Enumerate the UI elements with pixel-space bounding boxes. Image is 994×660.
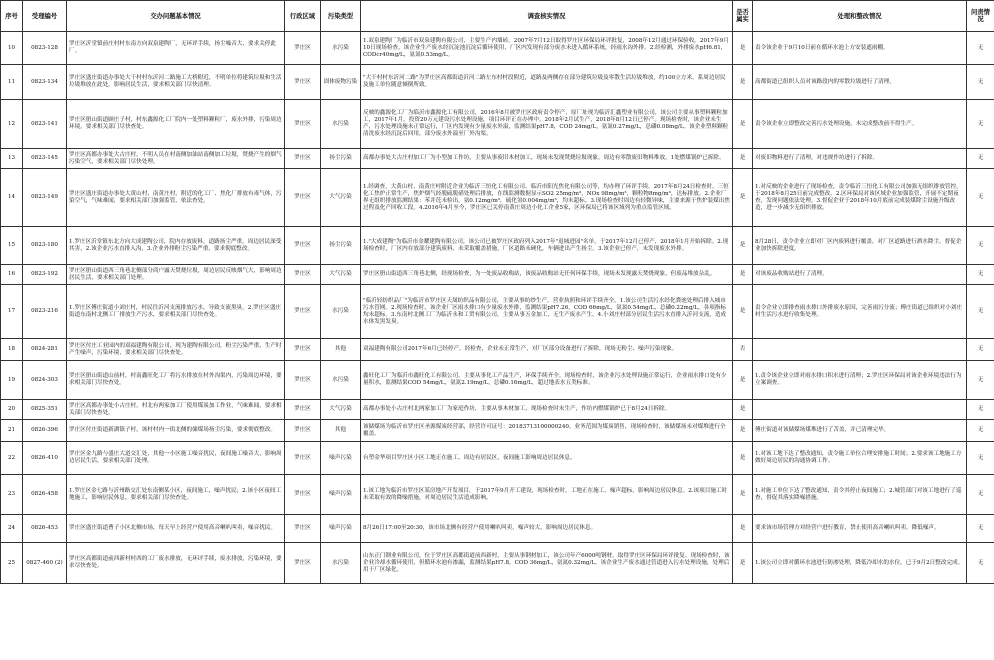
accountability: 无: [967, 32, 994, 65]
district: 罗庄区: [285, 475, 321, 515]
row-number: 14: [1, 169, 23, 227]
district: 罗庄区: [285, 515, 321, 543]
accountability: 无: [967, 169, 994, 227]
row-number: 15: [1, 227, 23, 265]
accountability: 无: [967, 543, 994, 584]
problem-text: 罗庄区高都办事处小古庄村，村北有两家加工厂使用煤炭加工作业，气味难闻，要求相关部门尽快查处。: [67, 400, 285, 420]
verified-flag: 是: [733, 32, 753, 65]
row-number: 23: [1, 475, 23, 515]
handling-text: 高都街道已组织人员对该路段内的零散垃圾进行了清理。: [753, 65, 967, 100]
pollution-type: 大气污染: [321, 169, 361, 227]
header-col-type: 污染类型: [321, 1, 361, 32]
handling-text: [753, 400, 967, 420]
complaint-id: 0823-192: [23, 265, 67, 285]
problem-text: 罗庄区册山街道西三角巷北侧部分商户露天焚烧垃圾，周边居民反映烟气大，影响周边居民生活，要求相关部门处理。: [67, 265, 285, 285]
header-col-handling: 处理和整改情况: [753, 1, 967, 32]
verified-flag: 是: [733, 543, 753, 584]
row-number: 17: [1, 285, 23, 339]
district: 罗庄区: [285, 400, 321, 420]
table-row: [1, 32, 994, 65]
pollution-type: 其他: [321, 420, 361, 442]
accountability: 无: [967, 420, 994, 442]
row-number: 19: [1, 361, 23, 400]
table-row: [1, 420, 994, 442]
district: 罗庄区: [285, 442, 321, 475]
problem-text: 1.罗庄区傅庄街道小刘庄村，村民往沂河支流排放污水，导致支流黑臭，2.罗庄区盛庄街道东南村北侧工厂排放生产污水，要求相关部门尽快查处。: [67, 285, 285, 339]
complaint-id: 0824-303: [23, 361, 67, 400]
complaint-id: 0823-180: [23, 227, 67, 265]
row-number: 22: [1, 442, 23, 475]
problem-text: 1.罗庄区金七路与沂州路交汇处东南侧某小区，夜间施工，噪声扰民；2.该小区夜间工地施工，影响居民休息，要求相关部门尽快查处。: [67, 475, 285, 515]
handling-text: 1.对该工地下达了整改通知，责令施工单位合理安排施工时间；2.要求该工地施工方做好周边居民的沟通协调工作。: [753, 442, 967, 475]
district: 罗庄区: [285, 285, 321, 339]
verified-flag: 是: [733, 442, 753, 475]
investigation-text: 双福建陶有限公司2017年6月已经停产，经检查，企业未正常生产，对厂区部分设备进行了拆除，现场无粉尘、噪声污染现象。: [361, 339, 733, 361]
verified-flag: 是: [733, 65, 753, 100]
header-col-accountability: 问责情况: [967, 1, 994, 32]
investigation-text: 1.该工地为临沂市罗庄区某房地产开发项目，于2017年9月开工建设，现场检查时，工地正在施工，噪声超标，影响周边居民休息。2.该项目施工时未采取有效的降噪措施，对周边居民生活造成影响。: [361, 475, 733, 515]
district: 罗庄区: [285, 32, 321, 65]
pollution-type: 噪声污染: [321, 442, 361, 475]
verified-flag: 是: [733, 169, 753, 227]
row-number: 10: [1, 32, 23, 65]
problem-text: 罗庄区沂堂镇前庄村村东南方向双泉建陶厂，无环评手续，扬尘噪音大，要求关停此厂。: [67, 32, 285, 65]
investigation-text: "大干村村东沂河二路"为罗庄区高都街道沂河二路左东村村段附近，道路及两侧存在部分建筑垃圾及零散生活垃圾堆放，约100立方米，系周边居民及施工单位随意倾倒所致。: [361, 65, 733, 100]
handling-text: 1.对施工单位下达了整改通知，责令其停止夜间施工；2.城管部门对该工地进行了巡查，督促其落实降噪措施。: [753, 475, 967, 515]
problem-text: 罗庄区高都街道前西新村村西的工厂废水排放，无环评手续，废水排放，污染环境，要求尽快查处。: [67, 543, 285, 584]
pollution-type: 其他: [321, 339, 361, 361]
problem-text: 罗庄区付庄工业园内的双福建陶有限公司，现为建陶有限公司，粉尘污染严重，生产时产生噪声，污染环境，要求相关部门尽快查处。: [67, 339, 285, 361]
investigation-text: 罗庄区册山街道西三角巷北侧，经现场检查，为一处废品收购站，该废品收购站无任何环保手续，现场未发现露天焚烧现象，但废品堆放杂乱。: [361, 265, 733, 285]
complaint-id: 0823-128: [23, 32, 67, 65]
investigation-text: 1.双泉建陶厂为临沂市双泉建陶有限公司，主要生产内墙砖，2007年7月12日取得罗庄区环保局环评批复，2008年12月通过环保验收。2017年9月10日现场检查，该企业生产废水经沉淀池沉淀后循环使用，厂区内发现有部分废水未进入循环系统，经雨水沟外排。2.经检测，外排废水pH6.81，CODcr40mg/L，氨氮0.53mg/L。: [361, 32, 733, 65]
problem-text: 1.罗庄区沂堂镇东北方向大成建陶公司，院内存放废料，道路扬尘严重，周边居民深受其害，2.该企业污水直排入沟，3.企业外排粉尘污染严重，要求彻底整改。: [67, 227, 285, 265]
table-row: [1, 475, 994, 515]
accountability: 无: [967, 65, 994, 100]
pollution-type: 噪声污染: [321, 515, 361, 543]
problem-text: 罗庄区金九路与盛庄大道交汇处，其他一小区施工噪音扰民，夜间施工噪音大，影响周边居民生活，要求相关部门处理。: [67, 442, 285, 475]
header-row: [1, 1, 994, 32]
pollution-type: 固体废物污染: [321, 65, 361, 100]
table-row: [1, 400, 994, 420]
pollution-type: 扬尘污染: [321, 149, 361, 169]
pollution-type: 水污染: [321, 543, 361, 584]
problem-text: 罗庄区盛庄街道办事处大黄山村，南黄庄村，附近的化工厂、焦化厂排放有毒气体，污染空气，气味难闻，要求相关部门加强监管，依法查处。: [67, 169, 285, 227]
verified-flag: 是: [733, 400, 753, 420]
accountability: 无: [967, 265, 994, 285]
investigation-text: 该储煤场为临沂市罗庄区圣源煤炭经营部，经营许可证号：20183713100000240，业务范围为煤炭销售，现场检查时，该储煤场未对煤堆进行全覆盖。: [361, 420, 733, 442]
header-col-investigation: 调查核实情况: [361, 1, 733, 32]
accountability: 无: [967, 475, 994, 515]
investigation-text: 山东正门钢业有限公司，位于罗庄区高都街道前西新村，主要从事钢材加工，该公司年产6000吨钢材，取得罗庄区环保局环评批复。现场检查时，该企业冷却水循环使用，但循环水池有渗漏，监测结果pH7.8，COD 36mg/L，氨氮0.32mg/L。该企业生产废水通过管道进入污水处理设施，处理后用于厂区绿化。: [361, 543, 733, 584]
district: 罗庄区: [285, 227, 321, 265]
accountability: 无: [967, 149, 994, 169]
accountability: 无: [967, 285, 994, 339]
header-col-verified: 是否属实: [733, 1, 753, 32]
row-number: 16: [1, 265, 23, 285]
complaint-id: 0827-460 (2): [23, 543, 67, 584]
problem-text: 罗庄区册山街道山前村，村南鑫旺化工厂将污水排放在村外沟渠内，污染周边环境，要求相关部门尽快查处。: [67, 361, 285, 400]
table-row: [1, 442, 994, 475]
investigation-text: 反映的鑫源化工厂为临沂市鑫源化工有限公司，2016年8月被罗庄区政府责令停产，原厂址现为临沂汇鑫塑业有限公司，该公司主要从事塑料颗粒加工，2017年1月，投资20万元建设污水处理设施，项目环评正在办理中。2018年2月试生产，2018年8月12日已停产。现场检查时，该企业未生产，污水处理设施未正常运行，厂区内发现有少量废水外溢，监测结果pH7.8，COD 24mg/L，氨氮0.27mg/L，总磷0.08mg/L。该企业塑料颗粒清洗废水经沉淀后回用，部分废水外溢至厂外沟渠。: [361, 100, 733, 149]
complaint-id: 0824-281: [23, 339, 67, 361]
problem-text: 罗庄区盛庄街道办事处大干村村东沂河二路施工大桥附近，不明单位将建筑垃圾和生活垃圾堆放在此处，影响居民生活，要求相关部门尽快清理。: [67, 65, 285, 100]
row-number: 11: [1, 65, 23, 100]
header-col-no: 序号: [1, 1, 23, 32]
accountability: 无: [967, 442, 994, 475]
handling-text: 责令企业立即排查雨水排口外排废水原因，完善雨污分流；傅庄街道已组织对小刘庄村生活污水进行收集处理。: [753, 285, 967, 339]
row-number: 24: [1, 515, 23, 543]
pollution-type: 噪声污染: [321, 475, 361, 515]
problem-text: 罗庄区盛庄街道曹子小区北侧市场，每天早上经营户使用高音喇叭叫卖，噪音扰民。: [67, 515, 285, 543]
district: 罗庄区: [285, 361, 321, 400]
verified-flag: 是: [733, 475, 753, 515]
table-row: [1, 515, 994, 543]
table-row: [1, 285, 994, 339]
handling-text: 傅庄街道对该储煤场煤堆进行了苫盖，并已清理完毕。: [753, 420, 967, 442]
verified-flag: 是: [733, 285, 753, 339]
pollution-type: 大气污染: [321, 400, 361, 420]
row-number: 12: [1, 100, 23, 149]
complaint-id: 0823-141: [23, 100, 67, 149]
row-number: 21: [1, 420, 23, 442]
district: 罗庄区: [285, 149, 321, 169]
table-row: [1, 361, 994, 400]
verified-flag: 是: [733, 515, 753, 543]
header-col-problem: 交办问题基本情况: [67, 1, 285, 32]
verified-flag: 是: [733, 100, 753, 149]
complaint-id: 0826-410: [23, 442, 67, 475]
table-row: [1, 265, 994, 285]
handling-text: 责令该企业立即整改完善污水处理设施，未完成整改前不得生产。: [753, 100, 967, 149]
investigation-text: "临沂轻纺织品厂"为临沂市罗庄区天晟纺织品有限公司，主要从事纺纱生产，营业执照和环评手续齐全。1.该公司生活污水经化粪池处理后排入城市污水管网。2.现场检查时，该企业厂区雨水排口有少量废水外排，监测结果pH7.26，COD 66mg/L，氨氮0.54mg/L，总磷0.22mg/L，各项指标均未超标。3.东南村北侧工厂为临沂永和工贸有限公司，主要从事五金加工，无生产废水产生。4.小刘庄村部分居民生活污水直排入沂河支流，造成水体发黑发臭。: [361, 285, 733, 339]
accountability: 无: [967, 227, 994, 265]
complaint-id: 0823-216: [23, 285, 67, 339]
verified-flag: 是: [733, 361, 753, 400]
verified-flag: 是: [733, 420, 753, 442]
pollution-type: 水污染: [321, 32, 361, 65]
complaint-id: 0823-149: [23, 169, 67, 227]
handling-text: 要求该市场管理方对经营户进行教育，禁止使用高音喇叭叫卖，降低噪声。: [753, 515, 967, 543]
complaint-id: 0826-453: [23, 515, 67, 543]
handling-text: [753, 339, 967, 361]
accountability: 无: [967, 100, 994, 149]
investigation-text: 鑫旺化工厂为临沂市鑫旺化工有限公司，主要从事化工产品生产，环保手续齐全。现场检查时，该企业污水处理设施正常运行，企业雨水排口处有少量积水，监测结果COD 54mg/L，氨氮2.19mg/L，总磷0.16mg/L，超过地表水五类标准。: [361, 361, 733, 400]
pollution-type: 扬尘污染: [321, 227, 361, 265]
handling-text: 8月28日，责令企业立即对厂区内废料进行覆盖，对厂区道路进行洒水降尘，督促企业加快拆除进度。: [753, 227, 967, 265]
problem-text: 罗庄区册山街道顾庄子村，村东鑫源化工厂院内一处塑料颗粒厂，废水外排，污染周边环境，要求相关部门尽快查处。: [67, 100, 285, 149]
complaint-id: 0825-351: [23, 400, 67, 420]
row-number: 13: [1, 149, 23, 169]
pollution-type: 水污染: [321, 361, 361, 400]
district: 罗庄区: [285, 543, 321, 584]
handling-text: 对该废品收购站进行了清理。: [753, 265, 967, 285]
header-col-district: 行政区域: [285, 1, 321, 32]
investigation-text: 台塑金华项目罗庄区小区工地正在施工，周边有居民区，夜间施工影响周边居民休息。: [361, 442, 733, 475]
accountability: 无: [967, 339, 994, 361]
complaint-id: 0826-396: [23, 420, 67, 442]
accountability: 无: [967, 515, 994, 543]
district: 罗庄区: [285, 265, 321, 285]
verified-flag: 是: [733, 227, 753, 265]
table-row: [1, 339, 994, 361]
row-number: 18: [1, 339, 23, 361]
handling-text: 责令该企业于9月10日前在循环水池上方安装遮雨棚。: [753, 32, 967, 65]
investigation-text: 1."大成建陶"为临沂市金耀建陶有限公司，该公司已被罗庄区政府列入2017年"退城进园"名单，于2017年12月已停产，2018年1月开始拆除。2.现场检查时，厂区内存放部分建筑废料，未采取覆盖措施，厂区道路未硬化，车辆进出产生扬尘。3.该企业已停产，未发现废水外排。: [361, 227, 733, 265]
district: 罗庄区: [285, 339, 321, 361]
header-col-id: 受理编号: [23, 1, 67, 32]
row-number: 20: [1, 400, 23, 420]
complaint-id: 0823-134: [23, 65, 67, 100]
table-row: [1, 100, 994, 149]
table-row: [1, 227, 994, 265]
table-row: [1, 543, 994, 584]
handling-text: 1.责令该企业立即对雨水排口积水进行清理；2.罗庄区环保局对该企业环境违法行为立案调查。: [753, 361, 967, 400]
pollution-type: 水污染: [321, 285, 361, 339]
district: 罗庄区: [285, 65, 321, 100]
investigation-text: 高都办事处大古庄村加工厂为小型加工作坊，主要从事废旧木材加工，现场未发现焚烧垃圾现象，周边有零散废旧物料堆放，1处燃煤锅炉已拆除。: [361, 149, 733, 169]
complaint-id: 0823-145: [23, 149, 67, 169]
handling-text: 对废旧物料进行了清理，对违规作坊进行了拆除。: [753, 149, 967, 169]
verified-flag: 否: [733, 339, 753, 361]
complaint-id: 0826-458: [23, 475, 67, 515]
verified-flag: 是: [733, 265, 753, 285]
pollution-type: 大气污染: [321, 265, 361, 285]
pollution-type: 水污染: [321, 100, 361, 149]
handling-text: 1.对反映的企业进行了现场检查，责令临沂三恒化工有限公司加强无组织排放管控，于2018年8月25日前完成整改。2.区环保局对该区域企业加强监管，开展不定期夜查，发现问题依法处理。3.督促企业于2018年10月底前完成装煤除尘设施升级改造，进一步减少无组织排放。: [753, 169, 967, 227]
problem-text: 罗庄区高都办事处大古庄村，不明人员在村南侧加油站南侧加工垃圾，焚烧产生的烟气污染空气，要求相关部门尽快处理。: [67, 149, 285, 169]
investigation-text: 1.经调查，大黄山村、南黄庄村附近企业为临沂三恒化工有限公司、临沂市阳光焦化有限公司等，均办理了环评手续。2017年8月24日检查时，三恒化工焦炉正常生产，焦炉烟气经脱硫脱硝处理后排放，在线监测数据显示SO2 25mg/m³，NOx 98mg/m³，颗粒物8mg/m³，达标排放。2.企业厂界无组织排放监测结果：苯并芘未检出，氨0.12mg/m³，硫化氢0.004mg/m³，均未超标。3.现场检查时周边有轻微异味，主要来源于焦炉装煤出焦过程及化产回收工段。4.2016年4月至今，罗庄区已关停南黄庄周边小化工企业5家，区环保局已将该区域列为重点监管区域。: [361, 169, 733, 227]
district: 罗庄区: [285, 420, 321, 442]
row-number: 25: [1, 543, 23, 584]
accountability: 无: [967, 400, 994, 420]
verified-flag: 是: [733, 149, 753, 169]
table-row: [1, 169, 994, 227]
problem-text: 罗庄区付庄街道新湖镇子村，该村村内一街北侧的储煤场扬尘污染，要求彻底整改。: [67, 420, 285, 442]
investigation-text: 8月26日17:00至20:30，该市场北侧有经营户使用喇叭叫卖，噪声较大，影响周边居民休息。: [361, 515, 733, 543]
table-row: [1, 65, 994, 100]
accountability: 无: [967, 361, 994, 400]
district: 罗庄区: [285, 100, 321, 149]
table-row: [1, 149, 994, 169]
district: 罗庄区: [285, 169, 321, 227]
investigation-text: 高都办事处小古庄村北两家加工厂为家庭作坊，主要从事木材加工，现场检查时未生产，作坊内燃煤锅炉已于8月24日拆除。: [361, 400, 733, 420]
handling-text: 1.该公司立即对循环水池进行防渗处理，降低冷却水的水位，已于9月2日整改完成。: [753, 543, 967, 584]
